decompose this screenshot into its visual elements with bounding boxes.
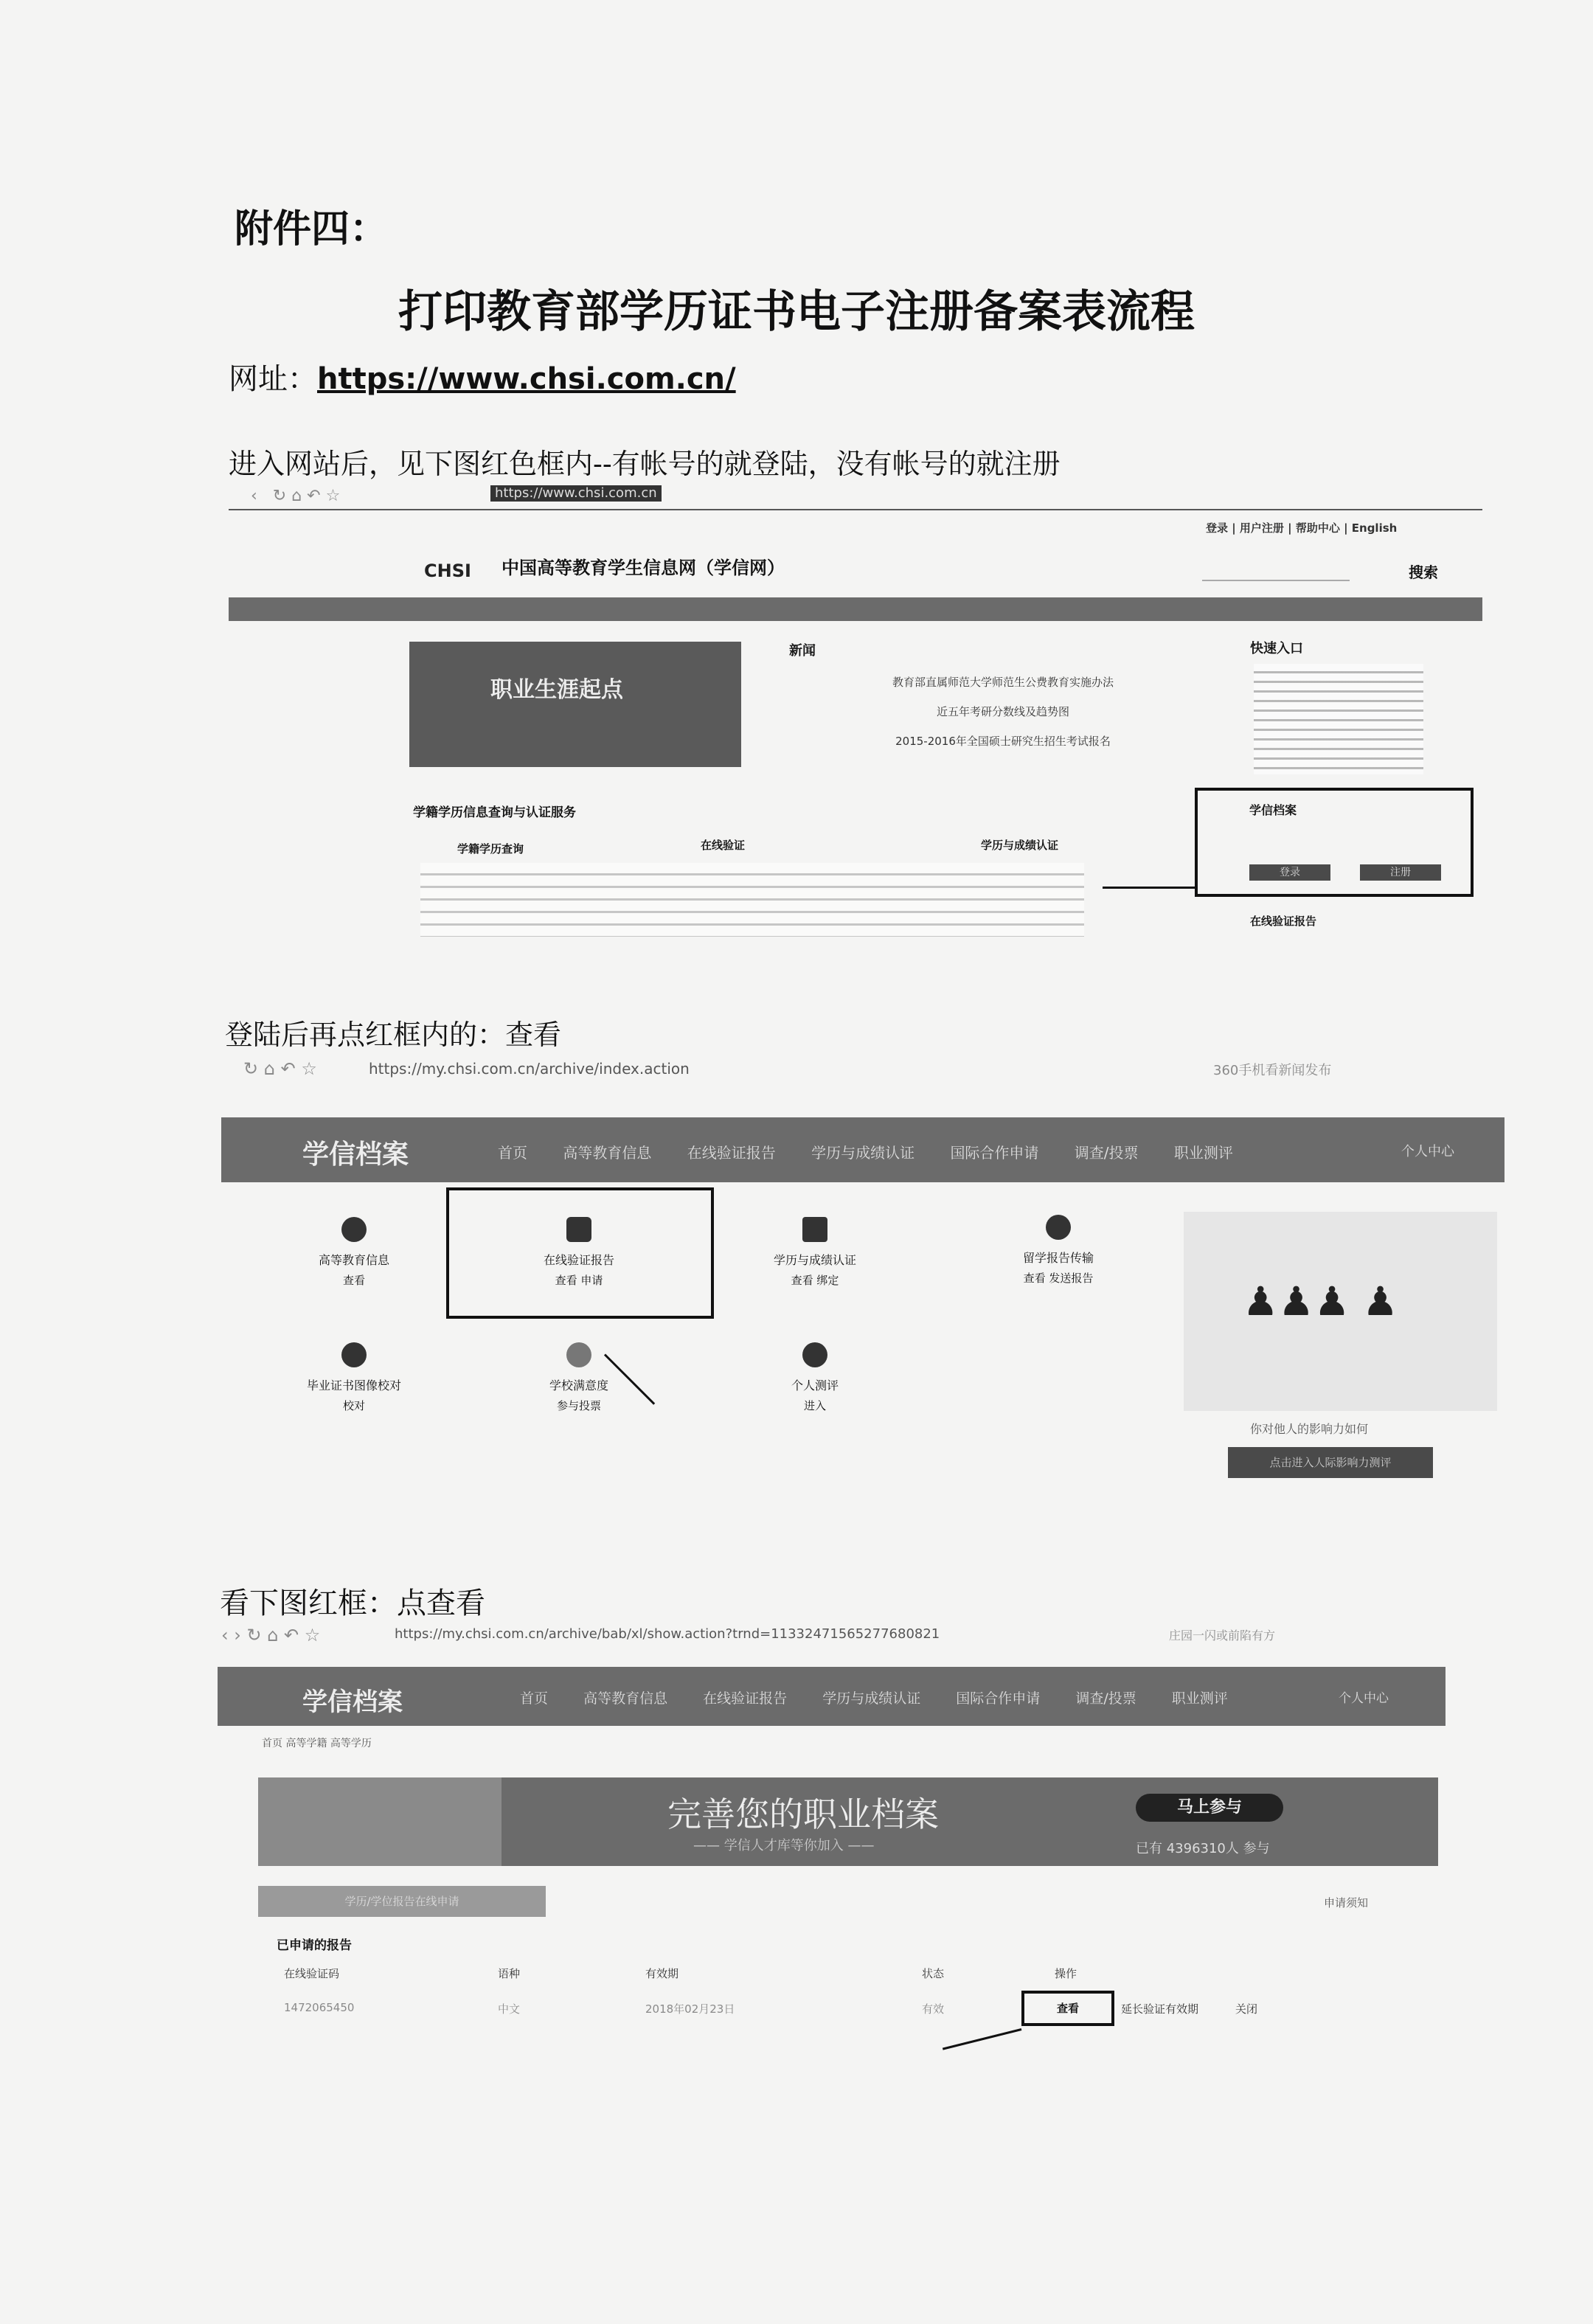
- browser-nav-icons: ‹ ↻ ⌂ ↶ ☆: [251, 487, 341, 505]
- news-item[interactable]: 2015-2016年全国硕士研究生招生考试报名: [895, 735, 1111, 748]
- banner-count: 已有 4396310人 参与: [1136, 1841, 1270, 1856]
- table-cell: 1472065450: [284, 2001, 355, 2014]
- archive-logo: 学信档案: [302, 1140, 409, 1170]
- tile-school-satisfaction[interactable]: [505, 1342, 653, 1413]
- table-header-row: [284, 1966, 1353, 1988]
- graduate-icon: [341, 1217, 367, 1242]
- nav-item[interactable]: 首页: [498, 1144, 527, 1162]
- certificate-icon: [802, 1217, 827, 1242]
- tile-label: 留学报告传输: [1022, 1251, 1094, 1265]
- nav-item[interactable]: 职业测评: [1173, 1144, 1233, 1162]
- screenshot-archive-home: [221, 1051, 1519, 1530]
- tile-label: 毕业证书图像校对: [306, 1378, 401, 1392]
- shield-icon: [566, 1217, 591, 1242]
- tile-actions[interactable]: 校对: [342, 1399, 365, 1412]
- news-item[interactable]: 教育部直属师范大学师范生公费教育实施办法: [892, 676, 1114, 689]
- site-search-input[interactable]: [1202, 561, 1350, 581]
- highlight-login-box: [1195, 788, 1474, 897]
- nav-item[interactable]: 职业测评: [1171, 1690, 1228, 1707]
- register-button[interactable]: 注册: [1360, 864, 1441, 881]
- career-banner[interactable]: [409, 642, 741, 767]
- nav-item[interactable]: 调查/投票: [1075, 1690, 1136, 1707]
- table-header: 操作: [1055, 1967, 1077, 1980]
- tile-personal-test[interactable]: [741, 1342, 889, 1413]
- user-menu[interactable]: 个人中心: [1401, 1144, 1454, 1159]
- address-bar[interactable]: https://www.chsi.com.cn: [490, 485, 662, 502]
- news-item[interactable]: 近五年考研分数线及趋势图: [936, 705, 1069, 718]
- banner-text: 职业生涯起点: [490, 677, 623, 703]
- side-ad-image[interactable]: [1184, 1212, 1497, 1411]
- nav-item[interactable]: 调查/投票: [1074, 1144, 1139, 1162]
- browser-nav-icons: ‹ › ↻ ⌂ ↶ ☆: [221, 1625, 321, 1645]
- step3-instruction: 看下图红框：点查看: [220, 1586, 485, 1620]
- tile-label: 学校满意度: [549, 1378, 608, 1392]
- site-name: 中国高等教育学生信息网（学信网）: [502, 558, 785, 578]
- section-title: 已申请的报告: [277, 1938, 352, 1953]
- tile-study-abroad[interactable]: [977, 1215, 1139, 1286]
- apply-report-button[interactable]: 学历/学位报告在线申请: [258, 1886, 546, 1917]
- banner-title: 完善您的职业档案: [667, 1794, 939, 1834]
- url-link[interactable]: https://www.chsi.com.cn/: [317, 362, 736, 396]
- url-line: [229, 355, 736, 398]
- person-id-icon: [341, 1342, 367, 1367]
- browser-search[interactable]: 360手机看新闻发布: [1213, 1063, 1332, 1078]
- banner-sub: —— 学信人才库等你加入 ——: [693, 1838, 875, 1853]
- tile-actions[interactable]: 查看 绑定: [791, 1274, 839, 1287]
- nav-item[interactable]: 国际合作申请: [956, 1690, 1041, 1707]
- site-search-button[interactable]: 搜索: [1409, 563, 1438, 581]
- archive-nav-bar: [218, 1667, 1446, 1726]
- nav-item[interactable]: 学历与成绩认证: [822, 1690, 921, 1707]
- pointer-arrow: [943, 2028, 1021, 2050]
- globe-icon: [1046, 1215, 1071, 1240]
- nav-item[interactable]: 高等教育信息: [563, 1144, 652, 1162]
- tile-degree-cert[interactable]: [741, 1217, 889, 1288]
- tile-cert-image[interactable]: [280, 1342, 428, 1413]
- step1-instruction: 进入网站后，见下图红色框内--有帐号的就登陆，没有帐号的就注册: [229, 448, 1061, 480]
- tile-label: 在线验证报告: [543, 1253, 614, 1267]
- help-link[interactable]: 申请须知: [1324, 1896, 1369, 1910]
- tile-actions[interactable]: 查看: [342, 1274, 365, 1287]
- nav-item[interactable]: 在线验证报告: [687, 1144, 776, 1162]
- table-cell: 2018年02月23日: [645, 2002, 735, 2016]
- address-bar[interactable]: https://my.chsi.com.cn/archive/index.action: [369, 1060, 690, 1078]
- close-link[interactable]: 关闭: [1235, 2002, 1258, 2016]
- join-button[interactable]: 马上参与: [1136, 1794, 1283, 1822]
- nav-item[interactable]: 国际合作申请: [950, 1144, 1039, 1162]
- login-button[interactable]: 登录: [1249, 864, 1330, 881]
- news-list: [819, 667, 1187, 756]
- quick-entry-list[interactable]: [1254, 664, 1423, 774]
- archive-logo: 学信档案: [302, 1687, 403, 1717]
- table-row: [284, 2001, 1353, 2023]
- archive-nav-bar: [221, 1117, 1504, 1182]
- news-header: 新闻: [789, 643, 816, 659]
- tile-actions[interactable]: 查看 发送报告: [1023, 1272, 1094, 1285]
- service-links[interactable]: [420, 863, 1084, 937]
- service-item[interactable]: 在线验证: [701, 839, 746, 852]
- services-header: 学籍学历信息查询与认证服务: [413, 805, 576, 820]
- archive-nav-links[interactable]: [520, 1687, 1259, 1707]
- screenshot-report-list: [218, 1619, 1457, 2061]
- attachment-label: 附件四：: [235, 207, 389, 252]
- url-label: 网址：: [229, 362, 317, 396]
- table-cell: 有效: [922, 2002, 945, 2016]
- table-header: 状态: [922, 1967, 945, 1980]
- nav-item[interactable]: 首页: [520, 1690, 549, 1707]
- archive-title: 学信档案: [1249, 803, 1297, 817]
- quick-header: 快速入口: [1250, 641, 1303, 656]
- logo-text: CHSI: [424, 561, 471, 581]
- banner-image: [258, 1777, 502, 1866]
- browser-search[interactable]: 庄园一闪或前陷有方: [1169, 1628, 1276, 1643]
- browser-nav-icons: ↻ ⌂ ↶ ☆: [243, 1058, 317, 1079]
- nav-item[interactable]: 高等教育信息: [583, 1690, 668, 1707]
- person-icon: [802, 1342, 827, 1367]
- pawn-icon: ♟♟♟ ♟: [1243, 1278, 1398, 1325]
- table-header: 语种: [498, 1967, 521, 1980]
- toolbar-divider: [229, 509, 1482, 510]
- tile-online-report[interactable]: [505, 1217, 653, 1288]
- user-menu[interactable]: 个人中心: [1339, 1691, 1389, 1706]
- nav-item[interactable]: 学历与成绩认证: [811, 1144, 915, 1162]
- tile-actions[interactable]: 查看 申请: [555, 1274, 603, 1287]
- address-bar[interactable]: https://my.chsi.com.cn/archive/bab/xl/show.action?trnd=11332471565277680821: [395, 1626, 940, 1642]
- nav-item[interactable]: 在线验证报告: [703, 1690, 788, 1707]
- pointer-arrow: [1103, 887, 1195, 889]
- service-item[interactable]: 学籍学历查询: [457, 842, 524, 856]
- step2-instruction: 登陆后再点红框内的：查看: [225, 1019, 562, 1051]
- archive-nav-links[interactable]: [498, 1141, 1264, 1162]
- document-title: 打印教育部学历证书电子注册备案表流程: [398, 286, 1195, 338]
- tile-actions[interactable]: 进入: [803, 1399, 826, 1412]
- side-caption: 你对他人的影响力如何: [1250, 1422, 1369, 1436]
- main-nav-bar[interactable]: [229, 597, 1482, 621]
- tile-label: 高等教育信息: [318, 1253, 389, 1267]
- tile-actions[interactable]: 参与投票: [556, 1399, 601, 1412]
- side-button[interactable]: 点击进入人际影响力测评: [1228, 1447, 1433, 1478]
- table-cell: 中文: [498, 2002, 521, 2016]
- extend-link[interactable]: 延长验证有效期: [1121, 2002, 1199, 2016]
- smile-icon: [566, 1342, 591, 1367]
- table-header: 在线验证码: [284, 1967, 340, 1980]
- career-archive-banner[interactable]: [258, 1777, 1438, 1866]
- tile-label: 学历与成绩认证: [773, 1253, 856, 1267]
- tile-label: 个人测评: [791, 1378, 839, 1392]
- top-links[interactable]: 登录 | 用户注册 | 帮助中心 | English: [1206, 521, 1398, 535]
- tile-education-info[interactable]: [280, 1217, 428, 1288]
- table-header: 有效期: [645, 1967, 679, 1980]
- view-button[interactable]: 查看: [1021, 1991, 1114, 2026]
- online-report-label: 在线验证报告: [1250, 915, 1317, 928]
- service-item[interactable]: 学历与成绩认证: [981, 839, 1059, 852]
- screenshot-chsi-home: [229, 479, 1482, 951]
- breadcrumb[interactable]: 首页 高等学籍 高等学历: [262, 1738, 372, 1749]
